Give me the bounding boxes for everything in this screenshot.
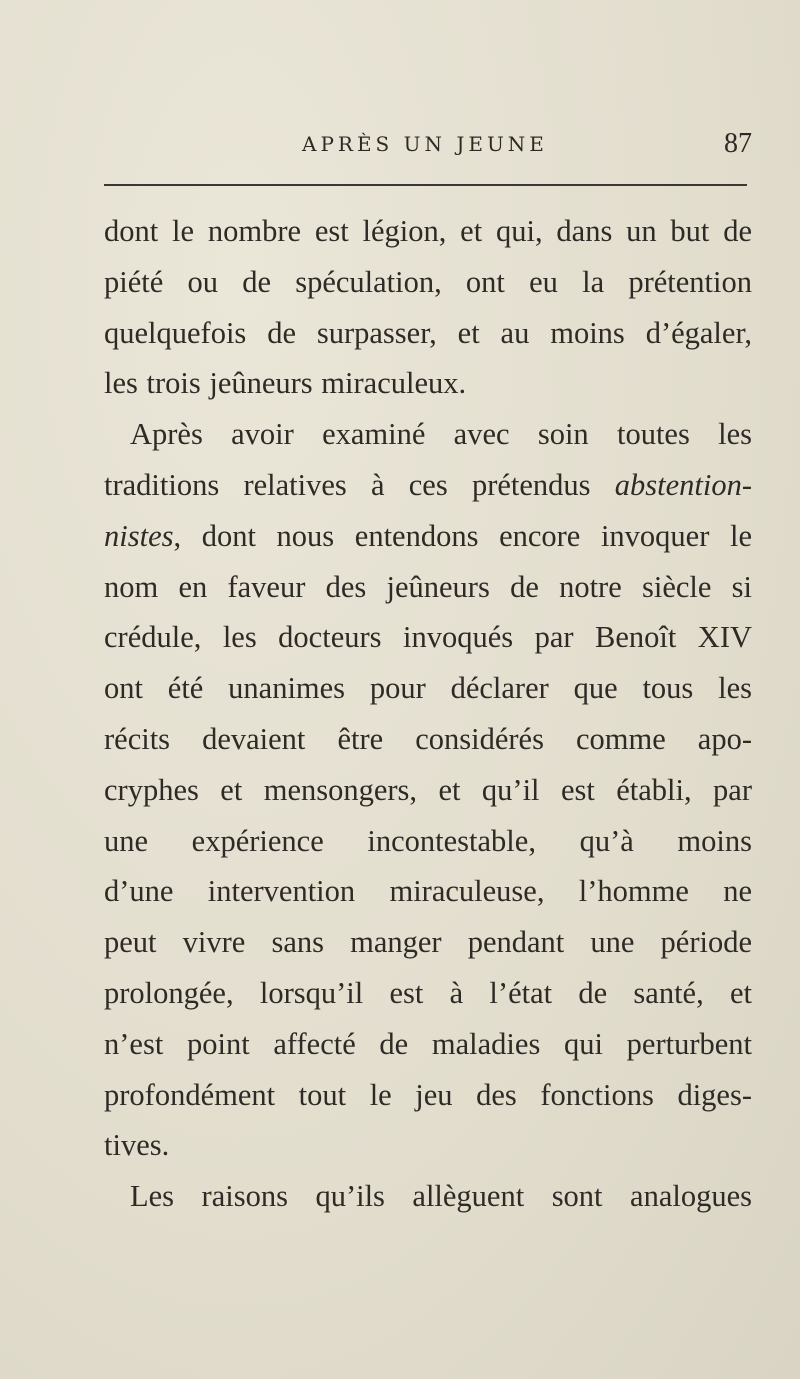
running-title: APRÈS UN JEUNE xyxy=(302,132,548,156)
text-line: peut vivre sans manger pendant une période xyxy=(104,925,752,960)
text-line: nom en faveur des jeûneurs de notre siècle si xyxy=(104,569,752,604)
text-line: quelquefois de surpasser, et au moins d’égaler, xyxy=(104,315,752,350)
body-text xyxy=(104,206,752,1222)
text-line: les trois jeûneurs miraculeux. xyxy=(104,366,467,401)
text-fragment: traditions relatives à ces prétendus xyxy=(104,467,591,502)
text-fragment: , dont nous entendons encore invoquer le xyxy=(173,518,752,553)
text-line: récits devaient être considérés comme apo- xyxy=(104,721,752,756)
text-line: tives. xyxy=(104,1128,170,1163)
text-line: piété ou de spéculation, ont eu la prétention xyxy=(104,264,752,299)
text-line: une expérience incontestable, qu’à moins xyxy=(104,823,752,858)
text-line: dont le nombre est légion, et qui, dans un but de xyxy=(104,214,752,248)
text-line: crédule, les docteurs invoqués par Benoît XIV xyxy=(104,620,752,655)
header-rule xyxy=(104,184,747,186)
text-line xyxy=(104,511,752,562)
page-number: 87 xyxy=(724,128,752,159)
text-line: profondément tout le jeu des fonctions diges- xyxy=(104,1077,752,1112)
italic-term: nistes xyxy=(104,518,174,553)
text-line: prolongée, lorsqu’il est à l’état de santé, et xyxy=(104,975,752,1010)
italic-term: abstention- xyxy=(614,467,752,502)
text-line: cryphes et mensongers, et qu’il est établi, par xyxy=(104,772,752,807)
text-line: d’une intervention miraculeuse, l’homme ne xyxy=(104,874,752,909)
text-line xyxy=(104,460,752,511)
text-line: Les raisons qu’ils allèguent sont analogues xyxy=(130,1179,752,1214)
text-line: Après avoir examiné avec soin toutes les xyxy=(130,417,752,452)
page-header xyxy=(104,128,752,168)
text-line: n’est point affecté de maladies qui perturbent xyxy=(104,1026,752,1061)
text-line: ont été unanimes pour déclarer que tous les xyxy=(104,671,752,706)
